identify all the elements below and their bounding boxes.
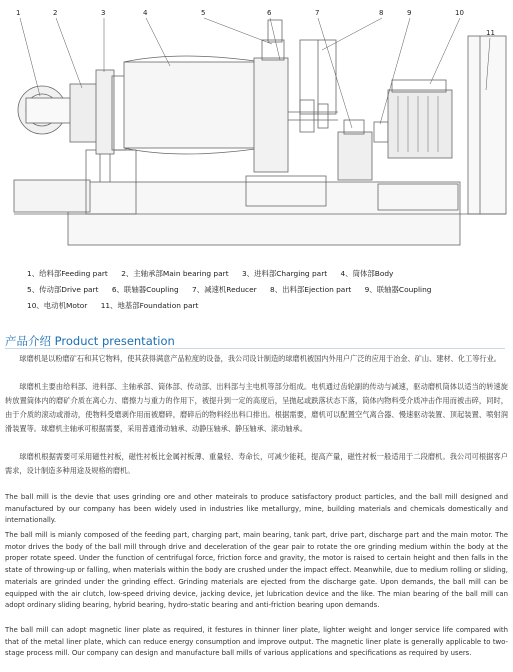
cn-paragraph: 球磨机根据需要可采用磁性衬板，磁性衬板比金属衬板薄、重量轻、寿命长，可减少能耗，提高产量，磁性衬板一般适用于二段磨机。我公司可根据客户需求，设计制造多种用途及规格的磨机。: [5, 452, 508, 475]
callout-2: 2: [53, 9, 58, 17]
en-paragraph: The ball mill can adopt magnetic liner plate as required, it festures in thinner liner plate, lighter weight and longer service life compared with that of the metal liner plate, which can reduce energy consumption and improve output. The magnetic liner plate is generally applicable to two-stage process mill. Our company can design and manufacture ball mills of various applications and specifications as required by users.: [5, 626, 508, 658]
en-paragraph: The ball mill is the devie that uses grinding ore and other mateirals to produce satisfactory product particles, and the ball mill designed and manufactured by our company has been widely used in industries like metallurgy, mine, building materials and chemicals domestically and internationally.: [5, 493, 508, 525]
parts-row: [27, 266, 507, 282]
parts-row: [27, 282, 507, 298]
callout-7: 7: [315, 9, 320, 17]
part-label: 8、出料部Ejection part: [270, 285, 352, 294]
part-label: 9、联轴器Coupling: [364, 285, 432, 294]
cn-paragraph: 球磨机主要由给料部、进料部、主轴承部、筒体部、传动部、出料部与主电机等部分组成。电机通过齿轮副的传动与减速，驱动磨机筒体以适当的转速旋转放置筒体内的磨矿介质在离心力、磨擦力与重力的作用下，被提升到一定的高度后，呈抛起或跌落状态下落，筒体内物料受介质冲击作用而被击碎，同时，由于介质的滚动或滑动，使物料受磨剥作用而被磨碎，磨碎后的物料经出料口排出。根据需要，磨机可以配置空气离合器、慢速驱动装置、顶起装置、喷射润滑装置等。球磨机主轴承可根据需要，采用普通滑动轴承、动静压轴承、静压轴承、滚动轴承。: [5, 382, 508, 433]
part-label: 1、给料部Feeding part: [27, 269, 108, 278]
ball-mill-drawing: [0, 0, 513, 255]
section-divider: [5, 348, 505, 349]
callout-1: 1: [16, 9, 21, 17]
callout-4: 4: [143, 9, 148, 17]
part-label: 3、进料部Charging part: [241, 269, 328, 278]
cn-paragraph: 球磨机是以粉磨矿石和其它物料，使其获得满意产品粒度的设备，我公司设计制造的球磨机被国内外用户广泛的应用于冶金、矿山、建材、化工等行业。: [19, 354, 501, 363]
callout-8: 8: [379, 9, 384, 17]
part-label: 10、电动机Motor: [27, 301, 88, 310]
parts-row: [27, 298, 507, 314]
callout-9: 9: [407, 9, 412, 17]
parts-legend: [27, 266, 507, 314]
callout-6: 6: [267, 9, 272, 17]
part-label: 5、传动部Drive part: [27, 285, 99, 294]
part-label: 4、筒体部Body: [340, 269, 394, 278]
part-label: 11、地基部Foundation part: [100, 301, 199, 310]
part-label: 7、减速机Reducer: [192, 285, 257, 294]
callout-10: 10: [455, 9, 464, 17]
section-title: 产品介绍 Product presentation: [5, 334, 175, 348]
part-label: 2、主轴承部Main bearing part: [121, 269, 229, 278]
callout-11: 11: [486, 29, 495, 37]
en-paragraph: The ball mill is mianly composed of the feeding part, charging part, main bearing, tank part, drive part, discharge part and the main motor. The motor drives the body of the ball mill through drive and deceleration of the gear pair to rotate the ore grinding medium within the body at the proper rotate speed. Under the function of centrifugal force, friction force and gravity, the motor is raised to certain height and then falls in the state of throwing-up or falling, when materials within the body are crushed under the impact effect. Meanwhile, due to medium rolling or sliding, materials are grinded under the grinding effect. Grinding materials are ejected from the discharge gate. Upon demands, the ball mill can be equipped with the air clutch, low-speed driving device, jacking device, jet lubrication device and the like. The mian bearing of the ball mill can adopt ordinary sliding bearing, hybrid bearing, hydro-static bearing and anti-friction bearing upon demands.: [5, 531, 508, 610]
part-label: 6、联轴器Coupling: [111, 285, 179, 294]
callout-5: 5: [201, 9, 206, 17]
callout-3: 3: [101, 9, 106, 17]
